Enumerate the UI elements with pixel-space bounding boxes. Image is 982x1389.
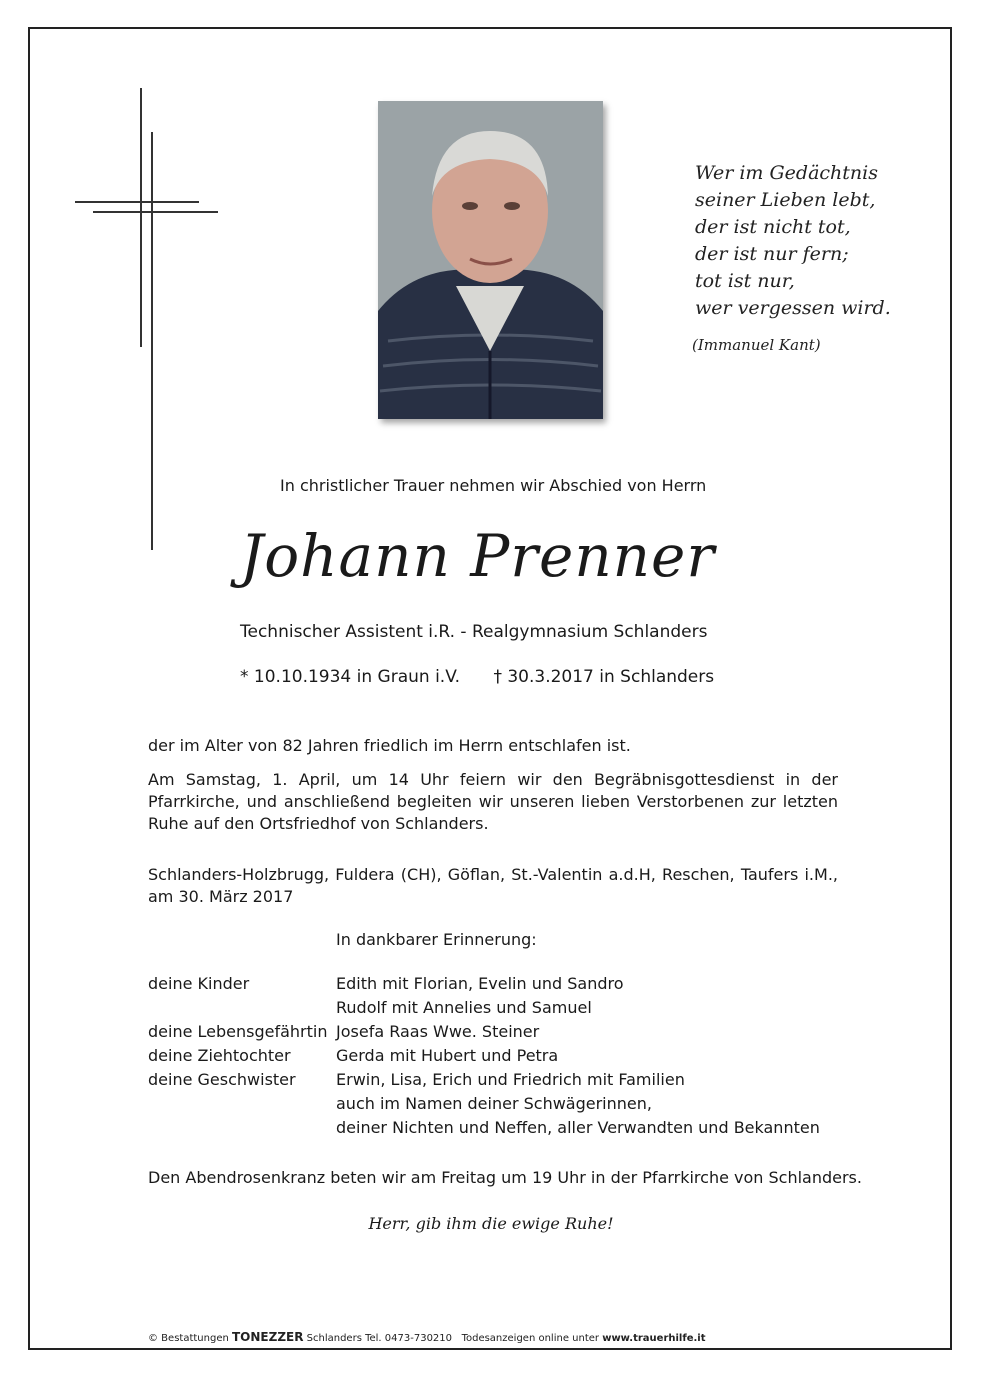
- mourner-row: [148, 1068, 820, 1092]
- mourner-relation: [148, 1116, 336, 1140]
- deceased-name: Johann Prenner: [240, 522, 716, 590]
- footer-prefix: © Bestattungen: [148, 1333, 229, 1344]
- paragraph-age: der im Alter von 82 Jahren friedlich im Herrn entschlafen ist.: [148, 736, 631, 755]
- footer: [148, 1330, 705, 1344]
- mourner-relation: deine Geschwister: [148, 1070, 296, 1089]
- quote-line: der ist nur fern;: [695, 243, 849, 265]
- mourner-relation: [148, 996, 336, 1020]
- paragraph-funeral: Am Samstag, 1. April, um 14 Uhr feiern wir den Begräbnisgottesdienst in der Pfarrkirche, und anschließend begleiten wir unseren lieben Verstorbenen zur letzten Ruhe auf den Ortsfriedhof von Schlanders.: [148, 770, 838, 833]
- intro-text: In christlicher Trauer nehmen wir Abschied von Herrn: [280, 476, 707, 495]
- mourner-names: deiner Nichten und Neffen, aller Verwandten und Bekannten: [336, 1118, 820, 1137]
- quote-line: Wer im Gedächtnis: [695, 162, 878, 184]
- quote-line: der ist nicht tot,: [695, 216, 851, 238]
- footer-online: Todesanzeigen online unter: [461, 1333, 600, 1344]
- mourner-names: Edith mit Florian, Evelin und Sandro: [336, 974, 624, 993]
- footer-location: Schlanders Tel. 0473-730210: [306, 1333, 453, 1344]
- footer-brand: TONEZZER: [232, 1330, 304, 1344]
- footer-url-link[interactable]: www.trauerhilfe.it: [602, 1333, 706, 1344]
- mourner-names: Erwin, Lisa, Erich und Friedrich mit Familien: [336, 1070, 685, 1089]
- mourner-row: [148, 996, 820, 1020]
- mourner-names: auch im Namen deiner Schwägerinnen,: [336, 1094, 652, 1113]
- mourner-row: [148, 1092, 820, 1116]
- mourner-relation: [148, 1092, 336, 1116]
- mourner-relation: deine Ziehtochter: [148, 1046, 291, 1065]
- paragraph-places: Schlanders-Holzbrugg, Fuldera (CH), Göflan, St.-Valentin a.d.H, Reschen, Taufers i.M., am 30. März 2017: [148, 865, 838, 906]
- life-dates: [240, 667, 714, 687]
- gratitude-heading: In dankbarer Erinnerung:: [336, 930, 537, 949]
- birth-date: * 10.10.1934 in Graun i.V.: [240, 667, 461, 687]
- mourner-row: [148, 972, 820, 996]
- mourners-list: [148, 972, 820, 1140]
- mourner-names: Josefa Raas Wwe. Steiner: [336, 1022, 540, 1041]
- quote-line: wer vergessen wird.: [695, 297, 891, 319]
- mourner-relation: deine Kinder: [148, 974, 250, 993]
- mourner-row: [148, 1044, 820, 1068]
- closing-prayer: Herr, gib ihm die ewige Ruhe!: [368, 1214, 614, 1233]
- rosary-notice: Den Abendrosenkranz beten wir am Freitag um 19 Uhr in der Pfarrkirche von Schlanders.: [148, 1168, 862, 1187]
- quote-author: (Immanuel Kant): [692, 336, 821, 354]
- mourner-names: Rudolf mit Annelies und Samuel: [336, 998, 592, 1017]
- quote-line: seiner Lieben lebt,: [695, 189, 876, 211]
- portrait-photo: [378, 101, 603, 419]
- quote-line: tot ist nur,: [695, 270, 795, 292]
- mourner-relation: deine Lebensgefährtin: [148, 1022, 328, 1041]
- quote-block: [692, 160, 891, 359]
- profession: Technischer Assistent i.R. - Realgymnasium Schlanders: [240, 622, 708, 642]
- mourner-names: Gerda mit Hubert und Petra: [336, 1046, 559, 1065]
- mourner-row: [148, 1116, 820, 1140]
- mourner-row: [148, 1020, 820, 1044]
- death-date: † 30.3.2017 in Schlanders: [493, 667, 715, 687]
